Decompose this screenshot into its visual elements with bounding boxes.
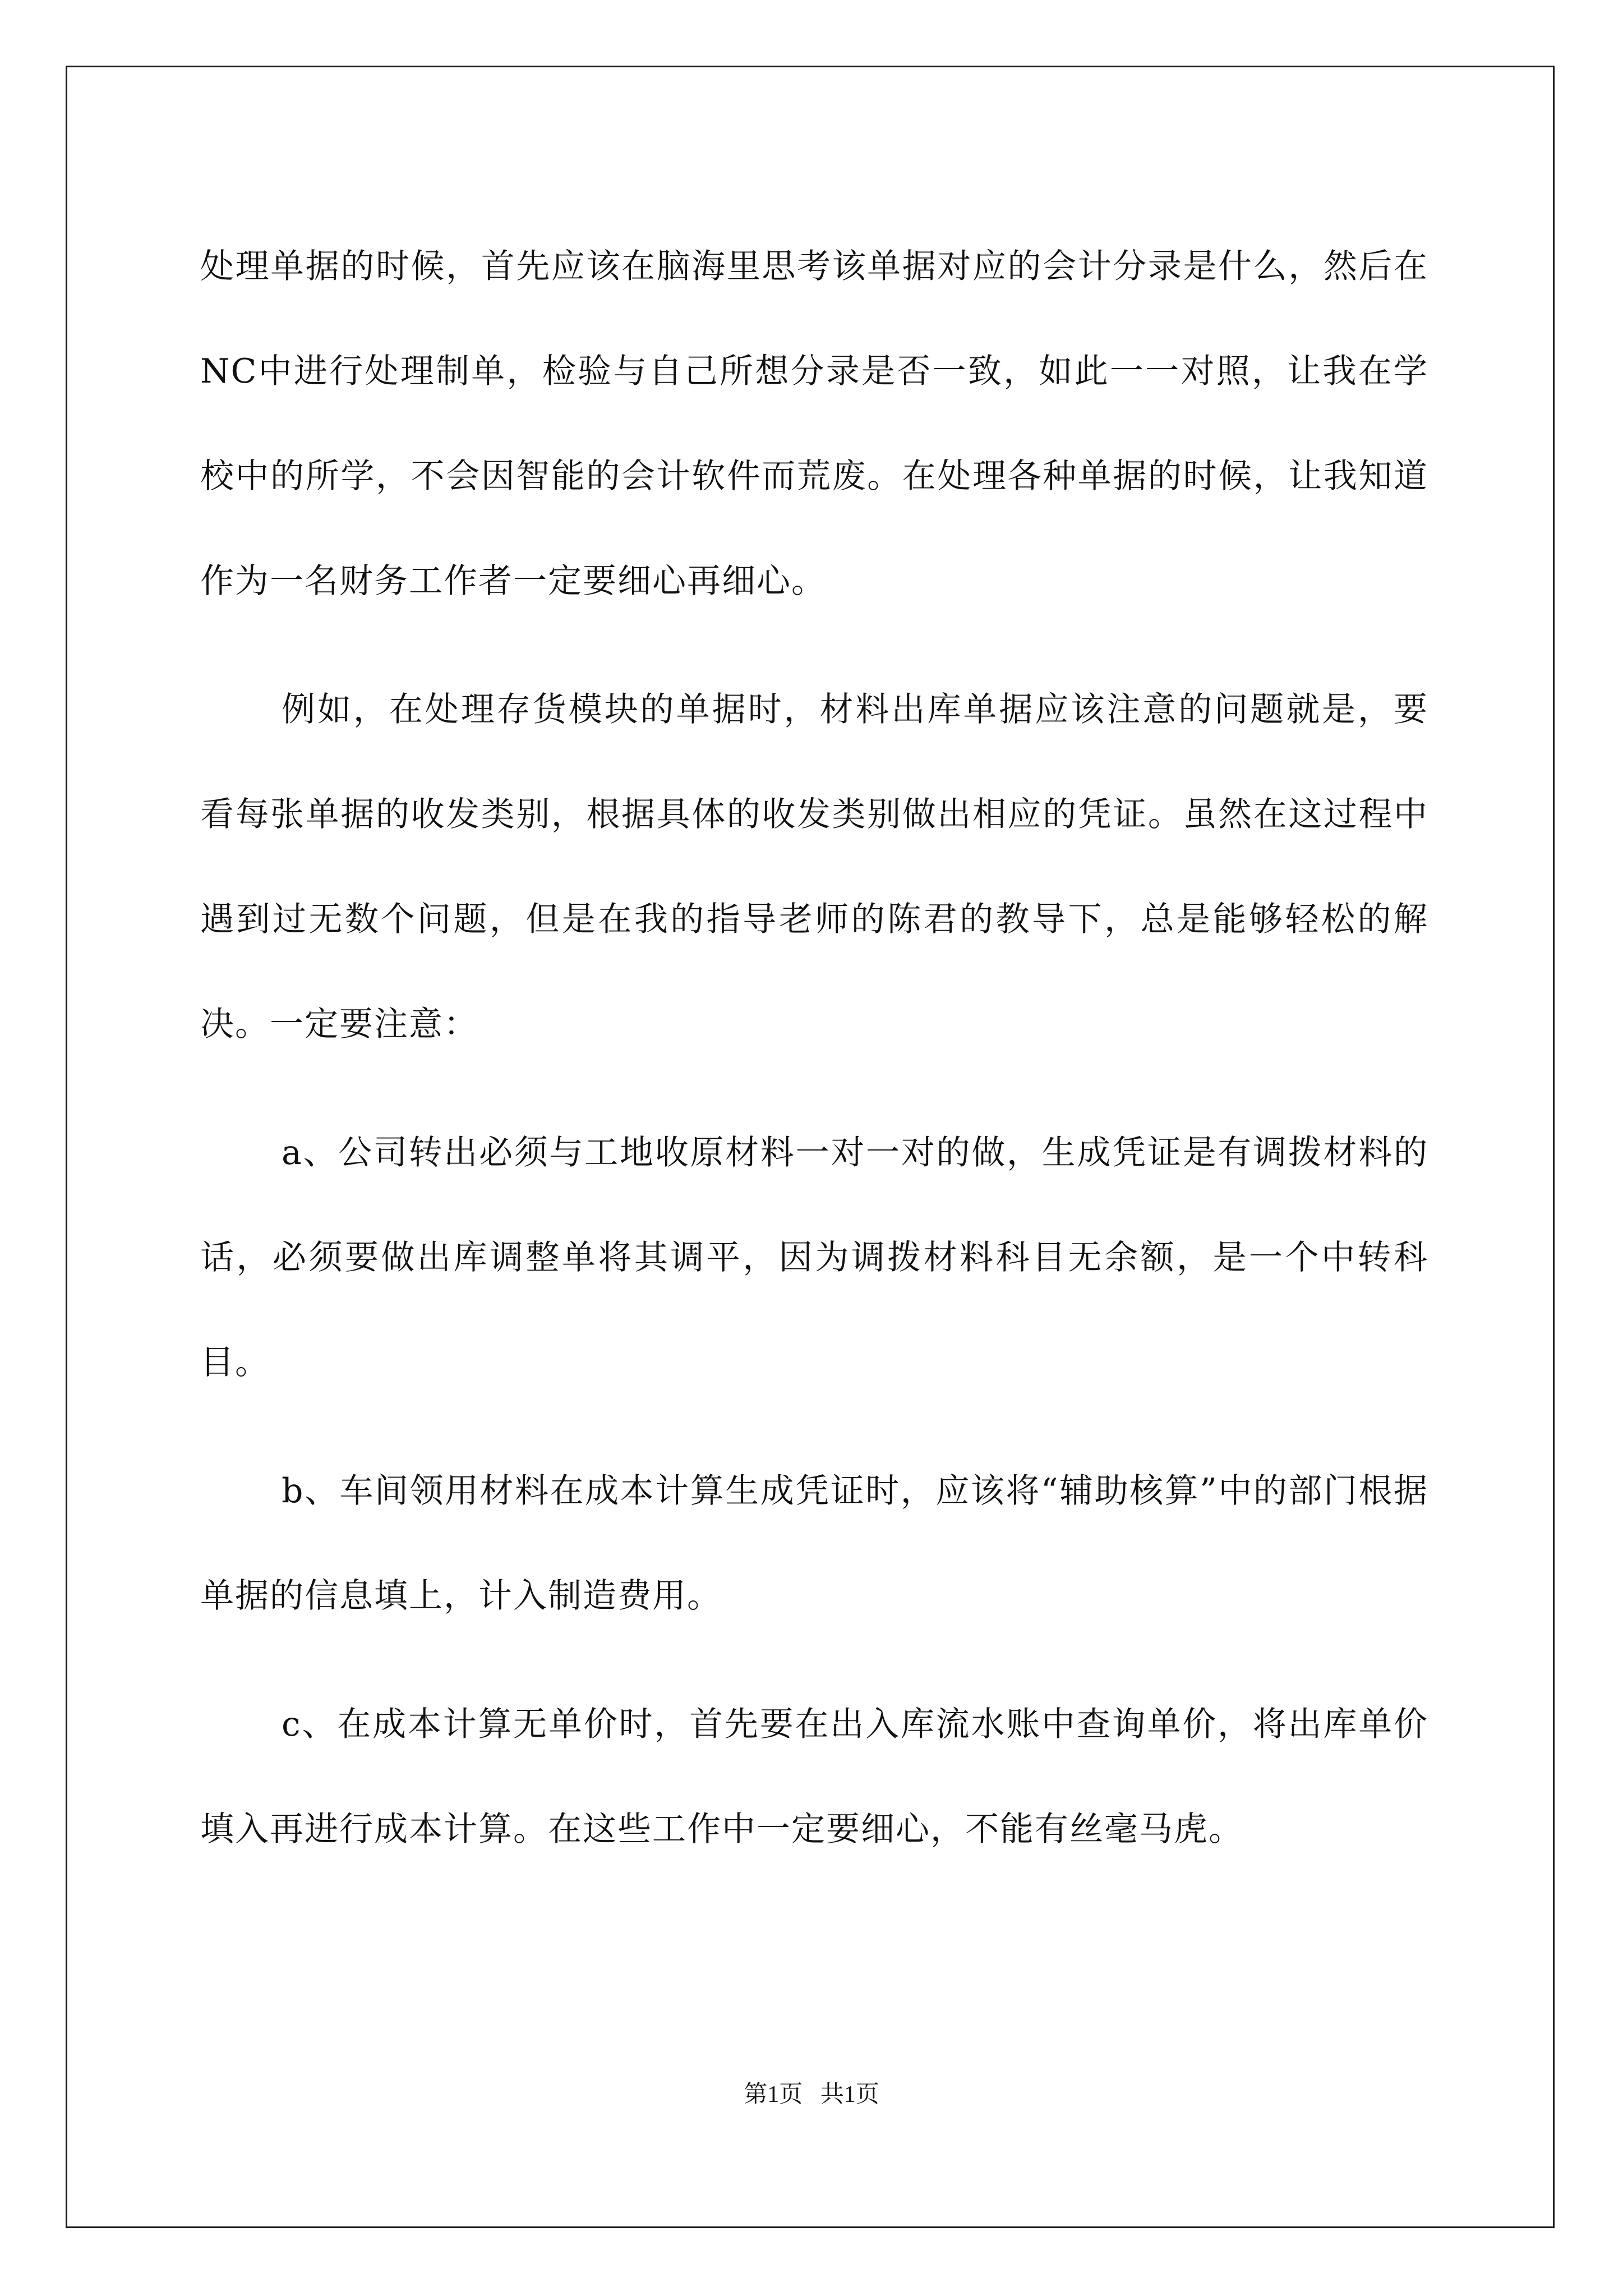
page-total: 共1页 xyxy=(820,2082,879,2108)
paragraph-5: c、在成本计算无单价时，首先要在出入库流水账中查询单价，将出库单价填入再进行成本计算。在这些工作中一定要细心，不能有丝毫马虎。 xyxy=(200,1705,1428,1849)
paragraph-2: 例如，在处理存货模块的单据时，材料出库单据应该注意的问题就是，要看每张单据的收发类别，根据具体的收发类别做出相应的凭证。虽然在这过程中遇到过无数个问题，但是在我的指导老师的陈君的教导下，总是能够轻松的解决。一定要注意： xyxy=(200,690,1428,1044)
page-number: 第1页 xyxy=(744,2082,803,2108)
page-footer xyxy=(0,2076,1623,2109)
document-body xyxy=(200,214,1428,1906)
paragraph-1: 处理单据的时候，首先应该在脑海里思考该单据对应的会计分录是什么，然后在NC中进行处理制单，检验与自己所想分录是否一致，如此一一对照，让我在学校中的所学，不会因智能的会计软件而荒废。在处理各种单据的时候，让我知道作为一名财务工作者一定要细心再细心。 xyxy=(200,247,1428,601)
paragraph-4: b、车间领用材料在成本计算生成凭证时，应该将“辅助核算”中的部门根据单据的信息填上，计入制造费用。 xyxy=(200,1471,1428,1616)
paragraph-3: a、公司转出必须与工地收原材料一对一对的做，生成凭证是有调拨材料的话，必须要做出库调整单将其调平，因为调拨材料科目无余额，是一个中转科目。 xyxy=(200,1133,1428,1382)
